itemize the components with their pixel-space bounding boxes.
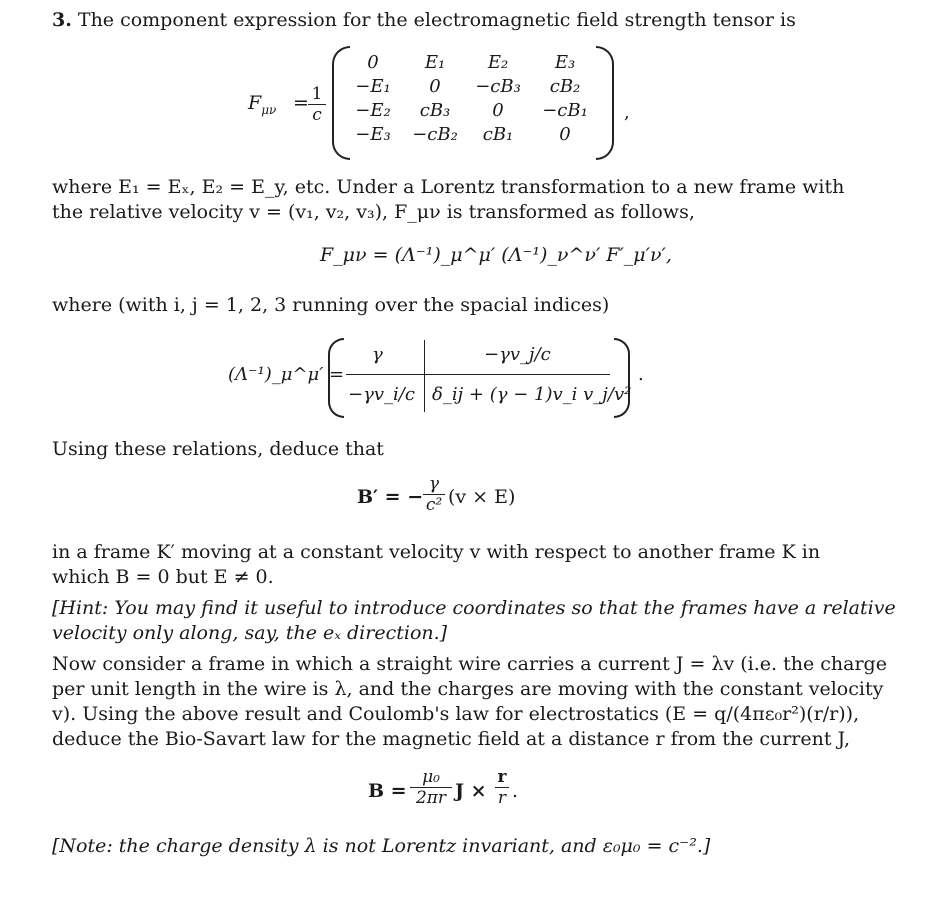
biot-lhs: B =: [368, 780, 407, 802]
tensor-equation: [0, 40, 940, 160]
biot-fraction-1: $\frac{\text{μ₀}}{2\pi r}$: [410, 767, 452, 808]
lambda-vline: [424, 340, 425, 412]
tensor-cell-3-2: cB₁: [482, 124, 514, 145]
equals-sign: =: [293, 92, 309, 114]
tensor-cell-3-0: −E₃: [355, 124, 391, 145]
hint-line2: velocity only along, say, the eₓ direction.]: [52, 622, 448, 644]
transform-equation: F_μν = (Λ⁻¹)_μ^μ′ (Λ⁻¹)_ν^ν′ F′_μ′ν′,: [320, 244, 672, 266]
biot-savart-equation: [0, 765, 940, 825]
lambda-cell-11: δ_ij + (γ − 1)v_i v_j/v²: [432, 384, 632, 405]
para2: where (with i, j = 1, 2, 3 running over the spacial indices): [52, 294, 610, 316]
tensor-coefficient: $\frac{1}{c}$: [308, 84, 326, 125]
biot-fraction-2: $\frac{r}{r}$: [495, 767, 509, 808]
bprime-rhs: (v × E): [448, 486, 516, 508]
note: [Note: the charge density λ is not Lorentz invariant, and ε₀μ₀ = c⁻².]: [52, 835, 711, 857]
para5-line4: deduce the Bio-Savart law for the magnetic field at a distance r from the current J,: [52, 728, 851, 750]
biot-mid: J ×: [455, 780, 487, 802]
lambda-cell-01: −γv_j/c: [484, 344, 551, 365]
tensor-trail: ,: [624, 102, 630, 123]
lambda-cell-10: −γv_i/c: [348, 384, 415, 405]
lambda-left-paren: [328, 338, 344, 418]
tensor-cell-2-3: −cB₁: [542, 100, 588, 121]
lambda-right-paren: [614, 338, 630, 418]
problem-heading: [52, 8, 796, 33]
bprime-fraction: $\frac{\gamma}{\text{c²}}$: [423, 474, 445, 515]
biot-trail: .: [512, 780, 519, 802]
problem-intro: The component expression for the electromagnetic field strength tensor is: [77, 9, 796, 31]
tensor-cell-0-3: E₃: [554, 52, 576, 73]
tensor-cell-1-0: −E₁: [355, 76, 391, 97]
tensor-cell-1-2: −cB₃: [475, 76, 521, 97]
para5-line1: Now consider a frame in which a straight wire carries a current J = λv (i.e. the charge: [52, 653, 887, 675]
lambda-equation: [0, 332, 940, 422]
tensor-cell-1-1: 0: [429, 76, 441, 97]
tensor-cell-1-3: cB₂: [549, 76, 581, 97]
para1-line2: the relative velocity v = (v₁, v₂, v₃), F_μν is transformed as follows,: [52, 201, 695, 223]
tensor-cell-2-1: cB₃: [419, 100, 451, 121]
tensor-cell-0-2: E₂: [487, 52, 509, 73]
para4-line1: in a frame K′ moving at a constant velocity v with respect to another frame K in: [52, 541, 821, 563]
para1-line1: where E₁ = Eₓ, E₂ = E_y, etc. Under a Lorentz transformation to a new frame with: [52, 176, 845, 198]
para5-line2: per unit length in the wire is λ, and the charges are moving with the constant velocity: [52, 678, 884, 700]
para5-line3: v). Using the above result and Coulomb's law for electrostatics (E = q/(4πε₀r²)(r/r)),: [52, 703, 860, 725]
tensor-cell-3-1: −cB₂: [412, 124, 458, 145]
tensor-cell-0-0: 0: [367, 52, 379, 73]
lambda-cell-00: γ: [372, 344, 383, 365]
para4-line2: which B = 0 but E ≠ 0.: [52, 566, 274, 588]
lambda-lhs: (Λ⁻¹)_μ^μ′ =: [228, 364, 345, 385]
problem-number: 3.: [52, 9, 72, 31]
lambda-trail: .: [638, 364, 644, 385]
tensor-cell-2-0: −E₂: [355, 100, 391, 121]
tensor-lhs: $F_{\mu\nu}$: [248, 92, 277, 117]
tensor-cell-3-3: 0: [559, 124, 571, 145]
tensor-cell-0-1: E₁: [424, 52, 446, 73]
tensor-cell-2-2: 0: [492, 100, 504, 121]
hint-line1: [Hint: You may find it useful to introduce coordinates so that the frames have a relative: [52, 597, 896, 619]
bprime-lhs: B′ = −: [357, 486, 424, 508]
bprime-equation: [0, 470, 940, 530]
para3: Using these relations, deduce that: [52, 438, 384, 460]
lambda-hline: [346, 374, 610, 375]
